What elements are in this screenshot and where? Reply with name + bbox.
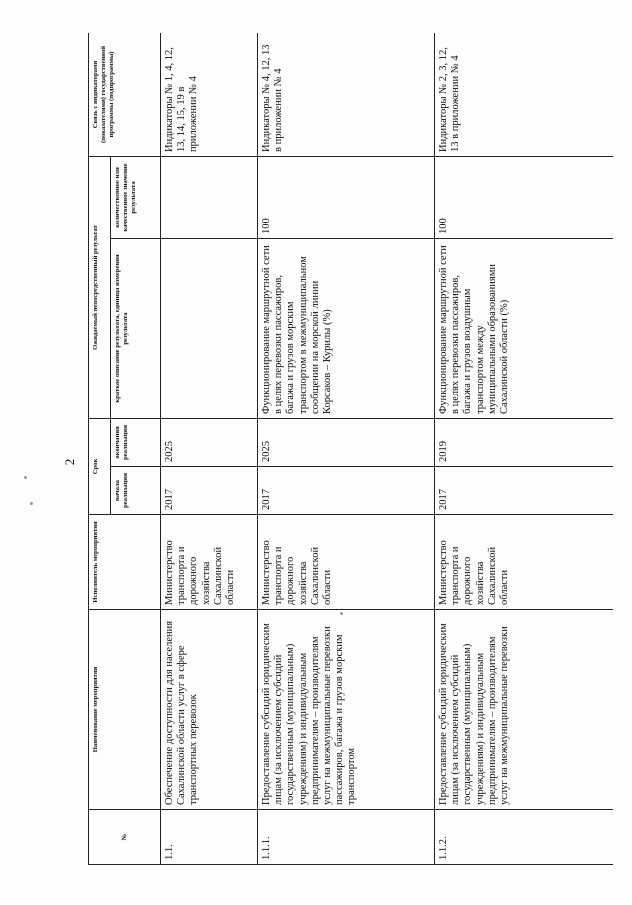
row-link: Индикаторы № 2, 3, 12, 13 в приложении № 4 [435,33,614,156]
header-term: Срок [89,419,111,515]
row-executor: Министерство транспорта и дорожного хозяйства Сахалинской области [435,515,614,610]
header-name: Наименование мероприятия [89,610,161,810]
header-num: № [89,810,161,865]
row-end: 2019 [435,419,614,467]
page-number: 2 [62,458,77,466]
header-link: Связь с индикаторами (показателями) государственной программы (подпрограммы) [89,33,161,156]
row-executor: Министерство транспорта и дорожного хозяйства Сахалинской области [161,515,258,610]
row-name: Обеспечение доступности для населения Сахалинской области услуг в сфере транспортных перевозок [161,610,258,810]
header-term-end: окончания реализации [111,419,161,467]
rotated-table-wrapper [88,33,613,865]
row-executor: Министерство транспорта и дорожного хозяйства Сахалинской области [258,515,435,610]
header-term-start: начала реализации [111,467,161,515]
table-row [161,33,258,865]
row-value: 100 [258,156,435,238]
scan-speck [24,476,27,479]
row-name: Предоставление субсидий юридическим лицам (за исключением субсидий государственным (муниципальным) учреждениям) и индивидуальным предпринимателям – производителям услуг на межмуниципальные перевозки пассажиров, багажа и грузов морским транспортом [258,610,435,810]
row-value [161,156,258,238]
scan-speck [340,612,343,615]
row-link: Индикаторы № 1, 4, 12, 13, 14, 15, 19 в приложении № 4 [161,33,258,156]
table-viewport [88,33,613,865]
row-start: 2017 [258,467,435,515]
row-desc: Функционирование маршрутной сети в целях перевозки пассажиров, багажа и грузов морским транспортом в межмуниципальном сообщении на морской линии Корсаков – Курилы (%) [258,239,435,419]
header-expected-desc: краткое описание результата, единица измерения результата [111,239,161,419]
row-num: 1.1.1. [258,810,435,865]
row-start: 2017 [435,467,614,515]
table-row [258,33,435,865]
row-link: Индикаторы № 4, 12, 13 в приложении № 4 [258,33,435,156]
header-expected-value: количественное или качественное значение результата [111,156,161,238]
row-end: 2025 [258,419,435,467]
row-name: Предоставление субсидий юридическим лицам (за исключением субсидий государственным (муниципальным) учреждениям) и индивидуальным предпринимателям – производителям услуг на межмуниципальные перевозки [435,610,614,810]
measures-table [88,33,613,865]
row-num: 1.1.2. [435,810,614,865]
row-start: 2017 [161,467,258,515]
scan-speck [30,502,33,505]
table-row [435,33,614,865]
row-desc: Функционирование маршрутной сети в целях перевозки пассажиров, багажа и грузов воздушным транспортом между муниципальными образованиями Сахалинской области (%) [435,239,614,419]
row-end: 2025 [161,419,258,467]
row-value: 100 [435,156,614,238]
row-num: 1.1. [161,810,258,865]
header-expected: Ожидаемый непосредственный результат [89,156,111,418]
row-desc [161,239,258,419]
header-executor: Исполнитель мероприятия [89,515,161,610]
